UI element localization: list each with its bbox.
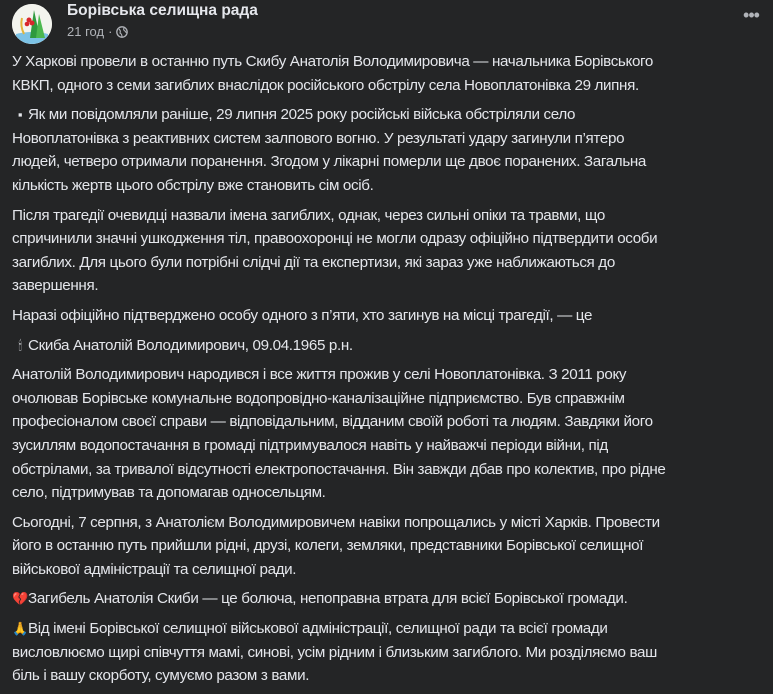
text-line: [12, 274, 773, 298]
text-line: [12, 74, 773, 98]
logo-icon: [12, 4, 52, 44]
line-text: загиблих. Для цього були потрібні слідчі дії та експертизи, які зараз уже наближаються до: [12, 253, 615, 271]
post-paragraph: [12, 103, 773, 197]
text-line: [12, 50, 773, 74]
text-line: [12, 558, 773, 582]
text-line: [12, 363, 773, 387]
line-text: Сьогодні, 7 серпня, з Анатолієм Володимировичем навіки попрощались у місті Харків. Провести: [12, 513, 660, 531]
line-text: зусиллям водопостачання в громаді підтримувалося навіть у найважчі періоди війни, під: [12, 436, 608, 454]
text-line: [12, 434, 773, 458]
text-line: [12, 481, 773, 505]
line-text: Від імені Борівської селищної військової адміністрації, селищної ради та всієї громади: [28, 620, 608, 638]
post-paragraph: [12, 334, 773, 358]
line-text: Як ми повідомляли раніше, 29 липня 2025 року російські війська обстріляли село: [28, 106, 576, 124]
text-line: [12, 127, 773, 151]
line-text: КВКП, одного з семи загиблих внаслідок російського обстрілу села Новоплатонівка 29 липня.: [12, 76, 639, 94]
line-text: У Харкові провели в останню путь Скибу Анатолія Володимировича — начальника Борівського: [12, 53, 654, 70]
text-line: [12, 103, 773, 127]
line-text: Наразі офіційно підтверджено особу одного з п’яти, хто загинув на місці трагедії, — це: [12, 306, 593, 324]
line-text: очолював Борівське комунальне водопровідно-каналізаційне підприємство. Був справжнім: [12, 389, 625, 407]
text-line: [12, 617, 773, 641]
text-line: [12, 587, 773, 611]
text-line: [12, 227, 773, 251]
text-line: [12, 174, 773, 198]
page-name-link[interactable]: Борівська селищна рада: [67, 2, 258, 19]
post-paragraph: [12, 204, 773, 298]
text-line: [12, 511, 773, 535]
emoji-icon: 🙏: [12, 621, 28, 637]
post-paragraph: [12, 304, 773, 328]
globe-icon: [116, 26, 128, 38]
line-text: військової адміністрації та селищної ради.: [12, 560, 297, 578]
text-line: [12, 304, 773, 328]
text-line: [12, 641, 773, 665]
text-line: [12, 458, 773, 482]
emoji-icon: 🕯: [18, 337, 22, 353]
text-line: [12, 251, 773, 275]
text-line: [12, 534, 773, 558]
text-line: [12, 204, 773, 228]
line-text: Загибель Анатолія Скиби — це болюча, непоправна втрата для всієї Борівської громади.: [28, 590, 628, 608]
text-line: [12, 664, 773, 688]
text-line: [12, 150, 773, 174]
line-text: село, підтримував та допомагав односельцям.: [12, 484, 326, 502]
text-line: [12, 334, 773, 358]
line-text: Після трагедії очевидці назвали імена загиблих, однак, через сильні опіки та травми, що: [12, 206, 605, 224]
post-header: [0, 0, 773, 55]
more-options-button[interactable]: •••: [743, 5, 759, 25]
page-avatar[interactable]: [12, 4, 52, 44]
post-paragraph: [12, 617, 773, 688]
post-paragraph: [12, 587, 773, 611]
text-line: [12, 387, 773, 411]
line-text: людей, четверо отримали поранення. Згодом у лікарні померли ще двоє поранених. Загальна: [12, 153, 647, 171]
line-text: висловлюємо щирі співчуття мамі, синові, усім рідним і близьким загиблого. Ми розділяємо ваш: [12, 643, 657, 661]
line-text: Анатолій Володимирович народився і все життя прожив у селі Новоплатонівка. З 2011 року: [12, 366, 627, 384]
line-text: обстрілами, за тривалої відсутності електропостачання. Він завжди дбав про колектив, про рідне: [12, 460, 666, 478]
line-text: Новоплатонівка з реактивних систем залпового вогню. У результаті удару загинули п’ятеро: [12, 129, 625, 147]
post-paragraph: [12, 50, 773, 97]
line-text: біль і вашу скорботу, сумуємо разом з вами.: [12, 667, 310, 685]
post-paragraph: [12, 511, 773, 582]
post-timestamp[interactable]: 21 год: [67, 24, 105, 39]
post-text: [12, 50, 773, 694]
line-text: кількість жертв цього обстрілу вже становить сім осіб.: [12, 176, 374, 194]
emoji-icon: ▪: [17, 107, 23, 123]
line-text: професіоналом своєї справи — відповідальним, відданим своїй роботі та людям. Завдяки його: [12, 413, 653, 431]
meta-separator: ·: [108, 24, 113, 39]
line-text: його в останню путь прийшли рідні, друзі, колеги, земляки, представники Борівської селищної: [12, 537, 644, 555]
post-paragraph: [12, 363, 773, 505]
line-text: завершення.: [12, 277, 99, 295]
emoji-icon: 💔: [12, 591, 28, 607]
text-line: [12, 410, 773, 434]
line-text: спричинили значні ушкодження тіл, правоохоронці не могли одразу офіційно підтвердити особи: [12, 230, 658, 248]
line-text: Скиба Анатолій Володимирович, 09.04.1965 р.н.: [28, 336, 353, 354]
post-meta: [67, 24, 128, 39]
